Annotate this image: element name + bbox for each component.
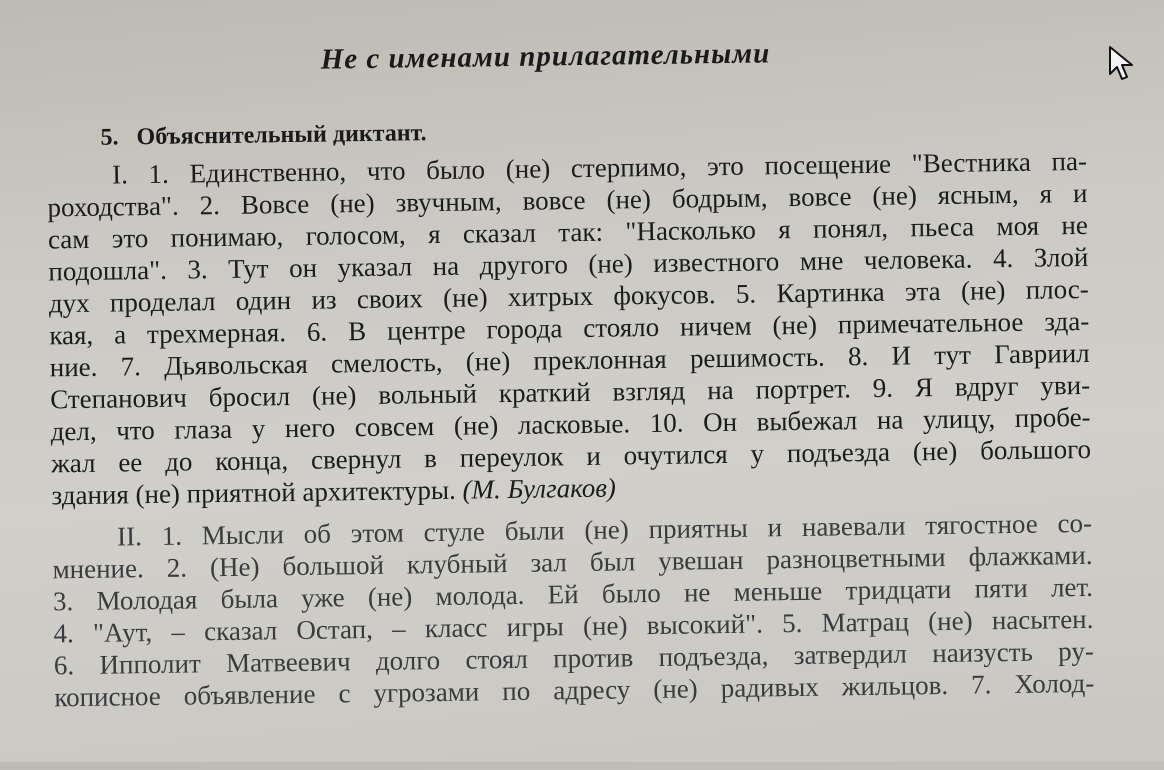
- text-line: I. 1. Единственно, что было (не) стерпимо, это посещение "Вестника па-: [111, 145, 1088, 190]
- text-line: мнение. 2. (Не) большой клубный зал был увешан разноцветными флажками.: [52, 539, 1093, 585]
- author-citation: (М. Булгаков): [462, 472, 617, 505]
- exercise-number: 5.: [100, 124, 119, 151]
- mouse-pointer-icon: [1104, 44, 1144, 84]
- text-line: подошла". 3. Тут он указал на другого (не) известного мне человека. 4. Злой: [48, 241, 1089, 287]
- text-line: жал ее до конца, свернул в переулок и очутился у подъезда (не) большого: [50, 433, 1092, 479]
- text-line: дух проделал один из своих (не) хитрых фокусов. 5. Картинка эта (не) плос-: [48, 273, 1089, 319]
- text-line: кая, а трехмерная. 6. В центре города стояло ничем (не) примечательное зда-: [49, 305, 1090, 351]
- text-line: 3. Молодая была уже (не) молода. Ей было не меньше тридцати пяти лет.: [52, 571, 1094, 617]
- exercise-text: [47, 145, 1095, 713]
- text-line: Степанович бросил (не) вольный краткий взгляд на портрет. 9. Я вдруг уви-: [49, 369, 1091, 415]
- text-line: здания (не) приятной архитектуры.: [51, 474, 456, 511]
- text-line: 6. Ипполит Матвеевич долго стоял против подъезда, затвердил наизусть ру-: [53, 635, 1095, 681]
- exercise-title: Объяснительный диктант.: [136, 120, 427, 151]
- text-line: 4. "Аут, – сказал Остап, – класс игры (не) высокий". 5. Матрац (не) насытен.: [53, 603, 1094, 649]
- text-line: сам это понимаю, голосом, я сказал так: "Насколько я понял, пьеса моя не: [47, 209, 1089, 255]
- text-line: кописное объявление с угрозами по адресу (не) радивых жильцов. 7. Холод-: [54, 667, 1095, 713]
- page-title: Не с именами прилагательными: [320, 37, 771, 76]
- text-line: дел, что глаза у него совсем (не) ласковые. 10. Он выбежал на улицу, пробе-: [50, 401, 1091, 447]
- text-line: роходства". 2. Вовсе (не) звучным, вовсе (не) бодрым, вовсе (не) ясным, я и: [47, 177, 1088, 223]
- text-line: ние. 7. Дьявольская смелость, (не) преклонная решимость. 8. И тут Гавриил: [49, 337, 1090, 383]
- text-line: II. 1. Мысли об этом стуле были (не) приятны и навевали тягостное со-: [116, 507, 1093, 552]
- exercise-heading: [100, 120, 426, 152]
